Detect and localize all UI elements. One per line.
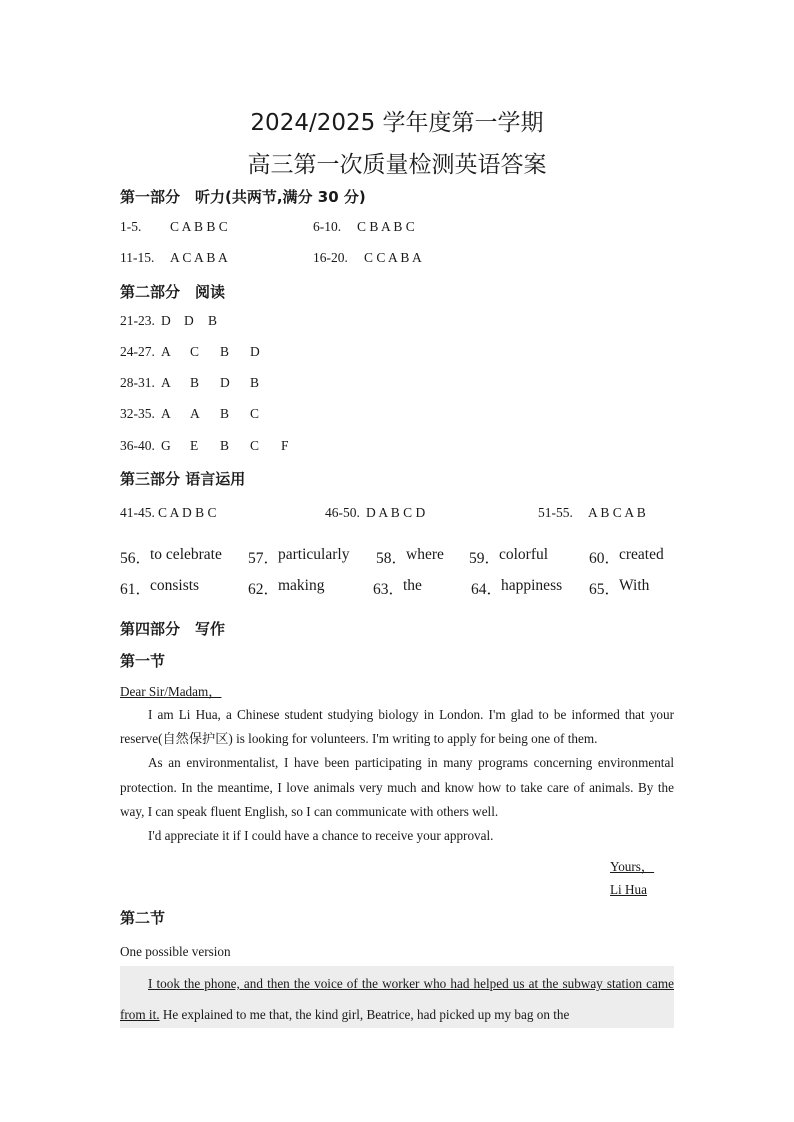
part3-choice-range: 41-45. [120,505,155,520]
part3-fill-num: 59． [469,550,501,567]
part2-row-range: 24-27. [120,344,155,359]
part2-answer: A [161,375,171,390]
part2-answer: A [190,406,200,421]
letter-body [120,703,674,848]
part2-answer: C [250,406,260,421]
part3-fill-word: the [403,577,422,594]
part1-row2-answers-b: C C A B A [364,250,422,265]
part1-heading: 第一部分 听力(共两节,满分 30 分) [120,188,366,206]
part2-answer: C [250,438,260,453]
part2-answer: B [208,313,218,328]
letter-paragraph: I am Li Hua, a Chinese student studying biology in London. I'm glad to be informed that your reserve(自然保护区) is looking for volunteers. I'm writing to apply for being one of them. [120,707,674,747]
part3-fill-word: consists [150,577,200,594]
part1-row1-answers-a: C A B B C [170,219,228,234]
continuation-passage [120,968,674,1030]
part3-fill-word: making [278,577,325,594]
part1-row1-range-a: 1-5. [120,219,142,234]
part3-fill-num: 60． [589,550,621,567]
version-label: One possible version [120,944,231,959]
letter-closing: Yours， [610,859,655,874]
part1-row1-range-b: 6-10. [313,219,342,234]
part1-row2-range-b: 16-20. [313,250,348,265]
part3-heading: 第三部分 语言运用 [120,470,246,488]
part2-row-range: 32-35. [120,406,155,421]
part3-fill-word: particularly [278,546,350,563]
part3-fill-num: 65． [589,581,621,598]
page-title-line2: 高三第一次质量检测英语答案 [247,152,547,178]
part3-choice-range: 51-55. [538,505,573,520]
part2-row-range: 28-31. [120,375,155,390]
part3-fill-word: colorful [499,546,549,563]
part3-fill-word: to celebrate [150,546,222,563]
part1-row1-answers-b: C B A B C [357,219,415,234]
part2-answer: D [220,375,230,390]
part2-answer: D [250,344,260,359]
passage-text: He explained to me that, the kind girl, Beatrice, had picked up my bag on the [159,1007,570,1022]
part3-choice-answers: C A D B C [158,505,217,520]
part3-fill-word: happiness [501,577,563,594]
part2-answer: D [161,313,171,328]
part3-choice-answers: A B C A B [588,505,646,520]
part2-answer: B [220,438,230,453]
page-title-line1: 2024/2025 学年度第一学期 [250,110,544,136]
part3-fill-num: 56． [120,550,152,567]
part1-row2-answers-a: A C A B A [170,250,228,265]
part3-fill-num: 58． [376,550,408,567]
part2-answer: F [281,438,289,453]
part3-choice-range: 46-50. [325,505,360,520]
letter-greeting: Dear Sir/Madam， [120,684,222,699]
part3-fill-num: 61． [120,581,152,598]
part2-answer: C [190,344,200,359]
part3-fill-num: 63． [373,581,405,598]
part2-answer: D [184,313,194,328]
part3-fill-word: created [619,546,664,563]
part3-fill-num: 64． [471,581,503,598]
letter-paragraph: As an environmentalist, I have been participating in many programs concerning environmental protection. In the meantime, I love animals very much and know how to take care of animals. By the way, I can speak fluent English, so I can communicate with others well. [120,755,674,819]
part2-answer: B [190,375,200,390]
part1-row2-range-a: 11-15. [120,250,155,265]
part3-choice-answers: D A B C D [366,505,426,520]
part4-section2-heading: 第二节 [120,909,166,927]
part3-fill-num: 62． [248,581,280,598]
underlined-sentence: I took the phone, and then the voice of the worker who had helped us at the subway station came from it. [120,976,674,1022]
part2-answer: B [220,406,230,421]
part2-answer: B [250,375,260,390]
part3-fill-word: With [619,577,650,594]
part2-row-range: 36-40. [120,438,155,453]
part4-section1-heading: 第一节 [120,652,166,670]
part2-answer: E [190,438,199,453]
part2-answer: A [161,344,171,359]
part3-fill-num: 57． [248,550,280,567]
part2-row-range: 21-23. [120,313,155,328]
part2-answer: G [161,438,171,453]
part4-heading: 第四部分 写作 [120,620,226,638]
part3-fill-word: where [406,546,444,563]
letter-paragraph: I'd appreciate it if I could have a chance to receive your approval. [148,828,494,844]
part2-answer: B [220,344,230,359]
letter-signature: Li Hua [610,882,647,897]
part2-heading: 第二部分 阅读 [120,283,226,301]
part2-answer: A [161,406,171,421]
